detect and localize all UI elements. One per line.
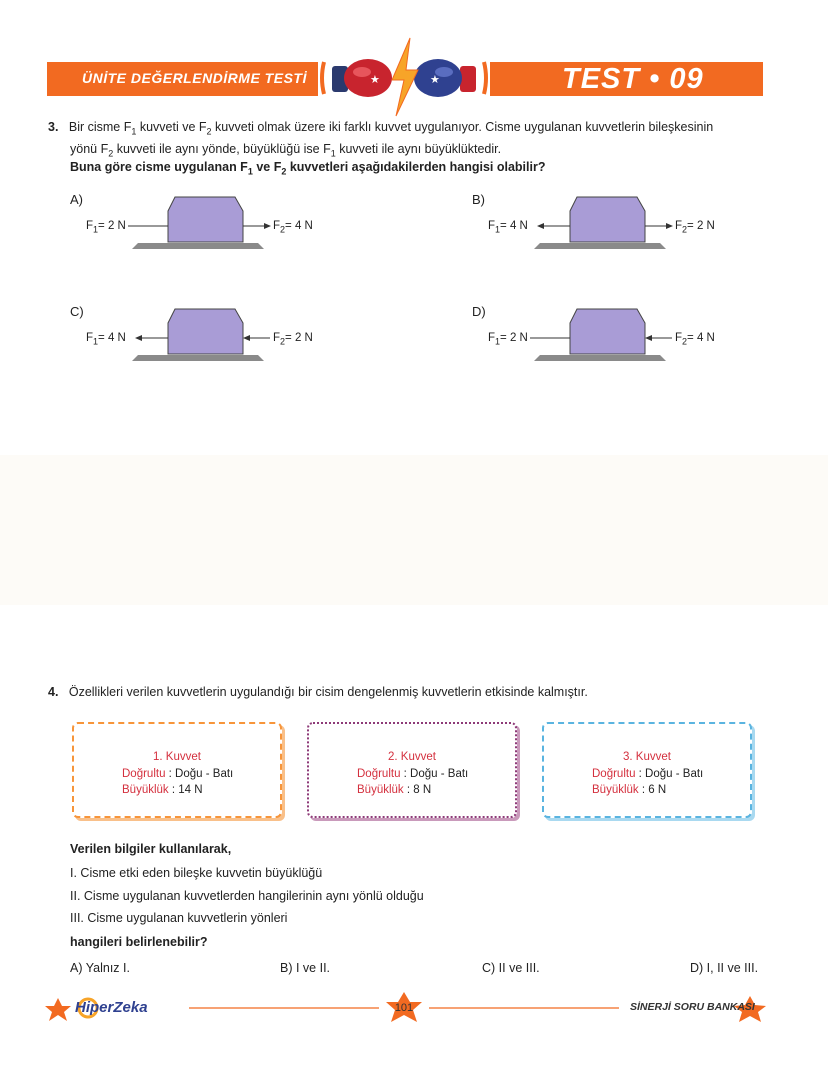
magnitude-value: : 8 N xyxy=(406,784,432,796)
card-title: 3. Kuvvet xyxy=(623,751,671,763)
f-value: = 2 N xyxy=(285,332,313,344)
brand-logo: HiperZeka xyxy=(75,999,148,1016)
test-number: TEST • 09 xyxy=(562,63,704,95)
q3-prompt-text: ve F xyxy=(252,160,282,174)
option-c-f1 xyxy=(86,332,126,346)
card-title: 2. Kuvvet xyxy=(388,751,436,763)
card-direction xyxy=(357,768,468,780)
q3-text: yönü F xyxy=(70,141,109,156)
card-direction xyxy=(122,768,233,780)
direction-value: : Doğu - Batı xyxy=(168,768,234,780)
option-b-f1 xyxy=(488,220,528,234)
f-sub: 2 xyxy=(280,336,286,347)
magnitude-value: : 6 N xyxy=(641,784,667,796)
q3-text: kuvveti olmak üzere iki farklı kuvvet uygulanıyor. Cisme uygulanan kuvvetlerin bileşkesinin xyxy=(211,120,714,134)
q4-prompt: hangileri belirlenebilir? xyxy=(70,935,208,949)
f-label: F xyxy=(488,220,496,232)
magnitude-label: Büyüklük xyxy=(122,784,169,796)
boxing-gloves-icon xyxy=(318,36,490,118)
direction-value: : Doğu - Batı xyxy=(638,768,704,780)
option-c-label[interactable]: C) xyxy=(70,304,84,319)
card-magnitude xyxy=(122,784,203,796)
option-a-f2 xyxy=(273,220,313,234)
q3-text: Bir cisme F xyxy=(68,120,132,134)
f-sub: 1 xyxy=(93,224,99,235)
f-label: F xyxy=(488,332,496,344)
direction-label: Doğrultu xyxy=(592,768,636,780)
option-b-label[interactable]: B) xyxy=(472,192,485,207)
force-card-2 xyxy=(307,722,517,818)
option-a-label[interactable]: A) xyxy=(70,192,83,207)
option-d-label[interactable]: D) xyxy=(472,304,486,319)
f-sub: 1 xyxy=(93,336,99,347)
f-sub: 2 xyxy=(682,336,688,347)
f-value: = 2 N xyxy=(500,332,528,344)
answer-b[interactable]: B) I ve II. xyxy=(280,961,331,975)
q4-text: Özellikleri verilen kuvvetlerin uygulandığı bir cisim dengelenmiş kuvvetlerin etkisinde kalmıştır. xyxy=(68,685,588,699)
f-label: F xyxy=(273,220,281,232)
q3-sub: 2 xyxy=(206,126,212,137)
f-value: = 2 N xyxy=(687,220,715,232)
q4-number: 4. xyxy=(48,685,59,699)
statement-ii: II. Cisme uygulanan kuvvetlerden hangilerinin aynı yönlü olduğu xyxy=(70,889,424,903)
q3-number: 3. xyxy=(48,120,59,134)
magnitude-label: Büyüklük xyxy=(592,784,639,796)
q3-text: kuvveti ve F xyxy=(136,120,207,134)
card-magnitude xyxy=(592,784,666,796)
series-name: SİNERJİ SORU BANKASI xyxy=(630,1001,755,1013)
f-label: F xyxy=(86,332,94,344)
f-value: = 4 N xyxy=(687,332,715,344)
statement-iii: III. Cisme uygulanan kuvvetlerin yönleri xyxy=(70,911,288,925)
blank-area xyxy=(0,455,828,605)
statement-i: I. Cisme etki eden bileşke kuvvetin büyüklüğü xyxy=(70,866,323,880)
f-label: F xyxy=(86,220,94,232)
q3-prompt-text: Buna göre cisme uygulanan F xyxy=(70,160,248,174)
q3-prompt-sub: 2 xyxy=(281,166,287,177)
f-sub: 2 xyxy=(682,224,688,235)
answer-a[interactable]: A) Yalnız I. xyxy=(70,961,130,975)
f-sub: 1 xyxy=(495,224,501,235)
force-card-3 xyxy=(542,722,752,818)
option-c-f2 xyxy=(273,332,313,346)
option-b-f2 xyxy=(675,220,715,234)
magnitude-value: : 14 N xyxy=(171,784,203,796)
f-value: = 4 N xyxy=(98,332,126,344)
svg-text:★: ★ xyxy=(370,73,380,86)
answer-d[interactable]: D) I, II ve III. xyxy=(690,961,759,975)
f-sub: 2 xyxy=(280,224,286,235)
option-d-f2 xyxy=(675,332,715,346)
direction-label: Doğrultu xyxy=(357,768,401,780)
page-number: 101 xyxy=(394,1002,414,1014)
q3-sub: 1 xyxy=(330,148,336,158)
f-label: F xyxy=(273,332,281,344)
svg-text:★: ★ xyxy=(430,73,440,86)
unit-title: ÜNİTE DEĞERLENDİRME TESTİ xyxy=(82,70,307,86)
f-value: = 2 N xyxy=(98,220,126,232)
q3-statement xyxy=(48,119,768,162)
f-label: F xyxy=(675,332,683,344)
magnitude-label: Büyüklük xyxy=(357,784,404,796)
q3-sub: 2 xyxy=(108,148,114,158)
q3-prompt xyxy=(70,159,545,181)
card-magnitude xyxy=(357,784,431,796)
q3-text: kuvveti ile aynı yönde, büyüklüğü ise F xyxy=(113,141,331,156)
q3-text: kuvveti ile aynı büyüklüktedir. xyxy=(335,141,502,156)
f-value: = 4 N xyxy=(285,220,313,232)
option-d-f1 xyxy=(488,332,528,346)
direction-label: Doğrultu xyxy=(122,768,166,780)
answer-c[interactable]: C) II ve III. xyxy=(482,961,540,975)
f-value: = 4 N xyxy=(500,220,528,232)
q3-sub: 1 xyxy=(131,126,137,137)
q4-statement xyxy=(48,684,768,701)
f-sub: 1 xyxy=(495,336,501,347)
option-a-f1 xyxy=(86,220,126,234)
force-card-1 xyxy=(72,722,282,818)
card-title: 1. Kuvvet xyxy=(153,751,201,763)
direction-value: : Doğu - Batı xyxy=(403,768,469,780)
q3-prompt-text: kuvvetleri aşağıdakilerden hangisi olabilir? xyxy=(286,160,546,174)
f-label: F xyxy=(675,220,683,232)
card-direction xyxy=(592,768,703,780)
q3-prompt-sub: 1 xyxy=(247,166,253,177)
q4-lead: Verilen bilgiler kullanılarak, xyxy=(70,842,232,856)
